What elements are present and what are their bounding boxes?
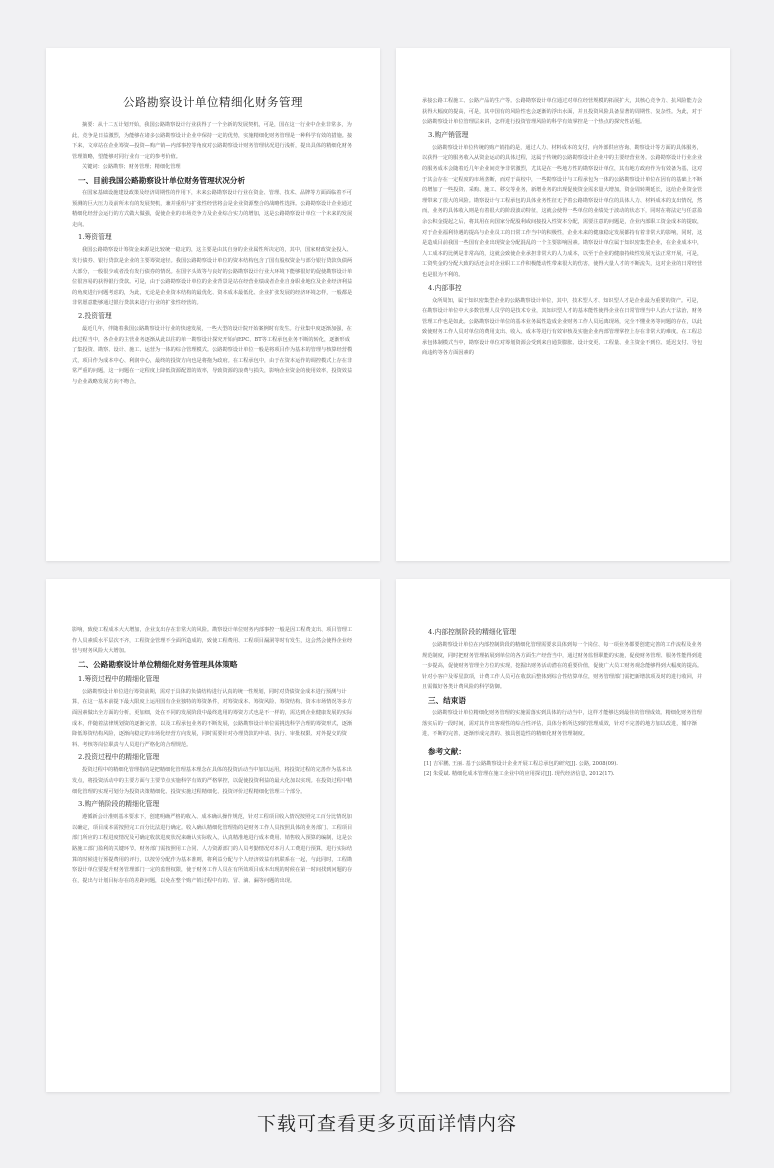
body-paragraph: 遵循新会计准则基本要求下，创建明确严格的收入、成本确认操作规范，针对工程项目收入情况按照完工百分比情况加以确定，项目成本需按照完工百分比法进行确定。收入确认精细化管理指的是财务工作人员按照具体的业务部门、工程项目部门所应的工程进度情况及可确定收款进度状况来确认实际收入，认真精准地进行成本费用、销售收入预算的编制，这是公路施工部门盈利的关键环节。财务部门需按照用工合同、人力资源部门的人员考勤情况对本月人工费进行预算，进行实际结算的时候进行预提费用的评行，以按劳分配作为基本准则，将利益分配与个人经济效益有机联系在一起，与此同时，工程勘察设计单位要提升财务管理部门一定的监督权限，使于财务工作人员在有所效项目成本出现的时候在第一时间找到问题的存在，提出与计划目标存在的差距问题，以免在整个购产销过程中有的、冒、滴、漏等问题的出现。	[72, 814, 353, 884]
page-top-margin	[422, 579, 704, 625]
body-paragraph: 在国家基础设施建设政策及经济周期性的作用下，未来公路勘察设计行业在资金、管理、技术、品牌等方面面临着不可预测的巨大压力及前所未有的发展契机，兼并重组与扩张性经营将会是企业资源整合的战略性选择。公路勘察设计企业通过精细化经营会运行的方式做大做强，促使企业的市场竞争力及企业综合实力的增加，这是公路勘察设计单位一个未来的发展走向。	[72, 189, 353, 228]
reference-item: [1] 吉军鹏, 王丽. 基于公路勘察设计企业开展工程总承包的研究[J]. 公路, 2008(09).	[424, 760, 618, 767]
keywords-paragraph: 关键词：公路勘察；财务管理；精细化管理	[82, 164, 181, 171]
subsection-heading-financing-refined: 1.筹资过程中的精细化管理	[78, 674, 160, 683]
page-top-margin	[422, 48, 704, 96]
document-page-1	[46, 48, 380, 561]
view-more-caption[interactable]: 下载可查看更多页面详情内容	[256, 1113, 517, 1135]
body-paragraph: 最近几年，伴随着我国公路勘察设计行业的快速发展，一些大型的设计院开始案例时有发生。行业集中度逐渐加强，在此过程当中，各企业的主营业务逐渐从此以往的单一勘察设计探究开始向EPC、BT等工程承包业务不断的转化，逐渐形成了集投资、勘察、设计、施工、运营为一体的综合管理模式。公路勘察设计单位一般是将项目作为基本的管理与核算经营模式，项目作为成本中心、利润中心，最终的投资方向也是将拖为政府。在工程承包中，由于在资本运作的调控模式上存在非常严重的问题，这一问题在一定程度上降低资源配置的效率，导致资源的浪费与损失，影响企业资金的使用效率，投资效益与企业战略发展方向不吻合。	[72, 325, 353, 385]
body-paragraph: 公路勘察设计单位在内部控制阶段的精细化管理需要求具体到每一个岗位、每一项业务都要创建完善的工作流程及业务规范制度，同时把财务管理拓展到单位的各方面生产经营当中，通过财务监督职能的实施，促使财务管理、服务性能得到进一步提高，促使财务管理全方位的实现，挖掘出财务活动潜在的重要价值，促使广大员工财务观念能够得到大幅度的提高。针对小客户及零星款项，计费工作人员可在收款后整体到综合性结算单位，财务管理部门需把新增款项及时的进行收回，并且需做好各类计费风险的科学防御。	[422, 642, 703, 691]
subsection-heading-procurement-refined: 3.购产销阶段的精细化管理	[78, 800, 160, 809]
page-top-margin	[72, 579, 354, 625]
subsection-heading-internal-control: 4.内部事控	[428, 283, 462, 292]
subsection-heading-internal-control-refined: 4.内部控制阶段的精细化管理	[428, 628, 517, 636]
body-paragraph: 我国公路勘察设计筹资金来源是比较统一稳定的，这主要是由其自身的企业属性所决定的，其中，国家财政资金投入、发行债券、银行贷款是企业的主要筹资途径。我国公路勘察设计单位的资本结构包含了国有股权资金与部分银行贷款负债两大部分，一般很少或者没有发行债券的情况。在国字头效等与良好的公路勘察设计行业大环境下能够很好的促使勘察设计单位很容易的获得银行贷款。可是，由于公路勘察设计单位的企业背景是站在经营业绩或者企业自身职业地位及企业经济利益的角度进行问题考虑的，为此，无论是企业资本结构的最优化、资本成本最低化、企业扩张发展的经济环境怎样，一般都是非常愿意能够通过银行贷款来进行行业的扩张性经营的。	[72, 247, 353, 307]
document-page-4	[396, 579, 730, 1092]
body-paragraph: 公路勘察设计单位精细化财务管理的实施需落实到具体的行动当中，这样才能够达到最佳的管理成效。精细化财务管理落实后的一段时间，需对其作出客观性的综合性评估，具体分析所达到的管理成效，针对不完善的地方加以改进，循序渐进，不断的完善，逐渐形成完善的、独具创造性的精细化财务管理制度。	[422, 709, 702, 738]
section-heading-2: 二、公路勘察设计单位精细化财务管理具体策略	[78, 659, 238, 669]
body-paragraph: 众所周知，属于知识密集型企业的公路勘察设计单位，其中，技术型人才、知识型人才是企业最为重要的资产。可是，在勘察设计单位中大多数管理人员学的是技术专业，其知识型人才的基本能性使得企业在日常管理当中人治大于法治，财务管理工作也是如此。公路勘察设计单位的基本业务属性造成企业财务工作人员远离现场，完全不懂业务等问题的存在，以此致使财务工作人员对单位的费用支出、收入、成本等进行有效审核及实施企业内部管理掌控上存在非常大的难度。在工程总承包体制模式当中，勘察设计单位对筹划资源会受到来自通货膨胀、设计变更、工程量、业主资金不到位、延迟支付、导包商违约等各方面因素的	[422, 297, 703, 357]
section-heading-3: 三、结束语	[428, 695, 466, 705]
subsection-heading-investment: 2.投资管理	[78, 311, 112, 320]
document-page-2	[396, 48, 730, 561]
body-paragraph: 公路勘察设计单位进行筹资前期，需对于具体的负债结构进行认真的统一性规划，同时对贷债资金成本进行预测与计算，在这一基本前提下最大限度上运用国有企业独特的筹资条件，对筹资成本、筹资风险、筹资结构、资本市场情况等多方面因素做出全方面的分析，更加细，处在不同的发展阶段中最终选用的筹资方式也是不一样的，需达到企业健康发展的实际成本，伴随着法律规划资的逐渐完善，以及工程承包业务的不断发展，公路勘察设计单位需挑选科学合理的筹资形式，逐渐降低筹资结构风险，逐渐向稳定的市场化经营方向发展，同时需要针对办理贷款的申请、执行、审批权限、对外提交的资料、考核等岗位职责与人员进行严格化的合理规范。	[72, 688, 353, 748]
section-heading-1: 一、目前我国公路勘察设计单位财务管理状况分析	[78, 175, 246, 185]
body-paragraph: 投资过程中的精细化管理指的是把精细化管理基本理念在具体的投资活动当中加以运用，将投资过程的完善作为基本出发点，将投资活动中的主要方面与主要节点实施科学有效的严格掌控，以促使投资利益的最大化加以实现。在投资过程中精细化管理的实现可划分为投资决策精细化、投资实施过程精细化、投资评价过程精细化管理三个部分。	[72, 767, 353, 795]
subsection-heading-procurement: 3.购产销管理	[428, 130, 469, 139]
subsection-heading-financing: 1.筹资管理	[78, 233, 112, 242]
document-page-3	[46, 579, 380, 1092]
abstract-paragraph: 摘要：从十二五计划开始，我国公路勘察设计行业获得了一个全新的发展契机，可是，国在这一行业中企业非常多，为此，竞争是日益激烈，为能够在诸多公路勘察设计企业中保持一定的优势，实施精细化财务管理是一种科学有效的措施。接下来，文章站在企业筹资—投资—购产销—内部事控等角度对公路勘察设计财务管理状况进行浅析，提出具体的精细化财务管理策略，望能够对同行业有一定的参考价值。	[72, 122, 353, 160]
reference-item: [2] 朱爱斌. 精细化成本管理在施工企业中的应用探讨[J]. 现代经济信息, 2012(17).	[424, 771, 615, 778]
references-list	[422, 759, 704, 780]
body-paragraph: 公路勘察设计单位传统的购产销指的是，通过人力、材料成本的支付，向外部供应咨询、勘察设计等方面的具体服务，以获得一定的服务收入从资金运动的具体过程，这属于传统的公路勘察设计企业中的主要经营业务。公路勘察设计行业企业的服务成本会随着近几年企业间竞争非常激烈，尤其是在一些地方性的勘察设计单位，其有地方政府作为有效备为基，这对于其会存在一定程度的市场垄断，而对于高校中，一些勘察设计与工程承包为一体的公路勘察设计单位在因有的基础上不断的增加了一些投资、采购、施工、移交等业务，新增业务的出现促使资金需求量大增加，资金周转期延长，这给企业资金管理带来了很大的风险。勘察设计与工程承包的具体业务性征无予着公路勘察设计单位的具体人力、材料成本的支出情况，然而，业务的具体收入则是有着很大的阶段波动特征，这就会使得一些单位的业绩处于波动的状态下，同时在将法定与任意盈余公积金提起之后，将其用在向国家分配股利或间接投入性资本分配，需要注意的问题是，企业内部职工资金成本的提取，对于企业福利待遇的提高与企业员工的日常工作当中的积极性，企业未来的健康稳定发展都持有着非常大的影响，同时，这是造成目前我国一些国有企业出现资金分配混乱的一个主要影响因素。勘察设计单位属于知识密集型企业，在企业成本中，人工成本的比例是非常高的，这就会致使企业承担非常大的人力成本，以至于企业的健康持续性发展无法正常开展，可是，工资奖金的分配大致的话还会对企业职工工作积极能动性带来很大的伤害，使得大量人才的不断流失，这对企业的日常经营也是很为不利的。	[422, 144, 703, 278]
references-heading: 参考文献：	[428, 746, 466, 756]
body-paragraph: 影响，致使工程成本大大增加，企业支出存在非常大的风险。勘察设计单位财务内部事控一般是因工程费支出、项目管理工作人员素质水平层次不齐，工程资金管理不全面所造成的，致使工程费用、工程项目漏洞等时有发生，这会然会使得企业经营与财务风险大大增加。	[72, 627, 353, 655]
page-title: 公路勘察设计单位精细化财务管理	[123, 95, 303, 109]
body-paragraph: 承接公路工程施工、公路产品的生产等。公路勘察设计单位通过对单位经营规模的拓展扩大，其核心竞争力、抗风险能力会获得大幅度的提高，可是，其中国有的风险性也会逐渐的浮出水面，并且投资风险具备显著的周期性、复杂性。为此，对于公路勘察设计单位管理层来讲，怎样进行投资管理风险的科学有效掌控是一个热点的探究性话题。	[422, 98, 703, 126]
subsection-heading-investment-refined: 2.投资过程中的精细化管理	[78, 753, 160, 762]
